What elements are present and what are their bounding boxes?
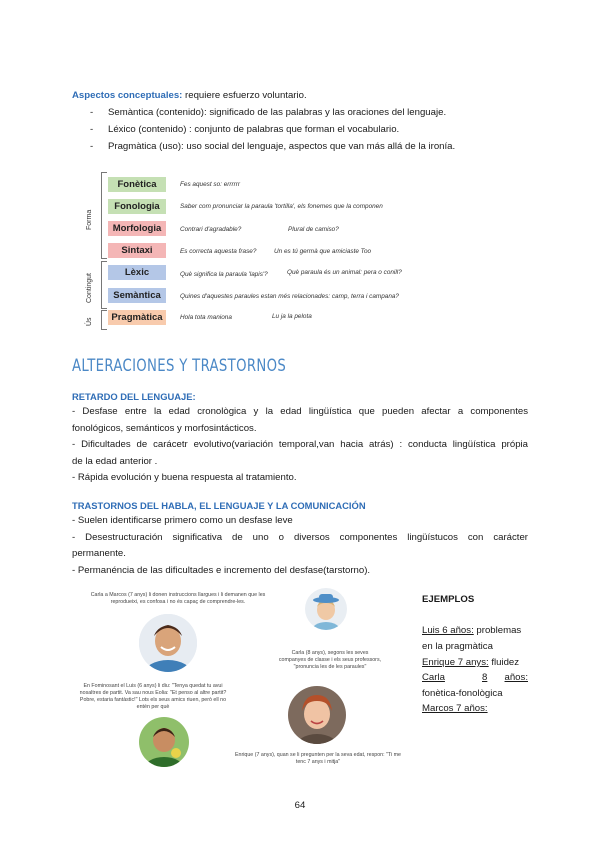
example-semantica: Quines d'aquestes paraules estan més relacionades: camp, terra i campana?	[180, 293, 399, 300]
bracket-contingut	[101, 261, 107, 309]
example-pragmatica-2: Lu ja la pelota	[272, 313, 312, 320]
bullet-lexico: - Léxico (contenido) : conjunto de palabras que forman el vocabulario.	[90, 124, 400, 135]
conceptual-title-rest: requiere esfuerzo voluntario.	[182, 90, 307, 101]
photo-girl	[305, 588, 347, 630]
tag-sintaxi: Sintaxi	[108, 243, 166, 258]
conceptual-intro	[72, 90, 307, 101]
photo-boy-1	[139, 614, 197, 672]
example-sintaxi-1: Es correcta aquesta frase?	[180, 248, 257, 255]
trastornos-title: TRASTORNOS DEL HABLA, EL LENGUAJE Y LA COMUNICACIÓN	[72, 500, 366, 511]
group-label-forma: Forma	[86, 209, 93, 230]
photo-boy-2	[139, 717, 189, 767]
tag-semantica: Semàntica	[108, 288, 166, 303]
caption-marcos: En Fominosant el Luis (6 anys) li diu: "Tenya quedat tu avui nosaltres de partit. Va sau nous Eolia: "Et penso al altre partit? Pobre, estaria fantàstic!" Lots els seus amics riuen, però ell no entén per què	[79, 683, 227, 710]
trastornos-body: - Suelen identificarse primero como un desfase leve - Desestructuración significativa de uno o diversos componentes lingüístucos con carácter permanente. - Permanéncia de las dificultades e incremento del desfase(tarstorno).	[72, 515, 528, 576]
bullet-pragmatica: - Pragmàtica (uso): uso social del lenguaje, aspectos que van más allá de la ironía.	[90, 141, 456, 152]
example-fonetica: Fes aquest so: errrrrr	[180, 181, 241, 188]
tag-morfologia: Morfologia	[108, 221, 166, 236]
bracket-us	[101, 310, 107, 330]
caption-carla: Carla (8 anys), segons les seves companyes de classe i els seus professors, "pronuncia les de les paraules"	[278, 650, 382, 670]
section-heading: ALTERACIONES Y TRASTORNOS	[72, 356, 287, 376]
example-pragmatica-1: Hola tota maniona	[180, 314, 232, 321]
example-morfologia-2: Plural de camiso?	[288, 226, 339, 233]
conceptual-title: Aspectos conceptuales:	[72, 90, 183, 101]
caption-luis: Carla a Marcos (7 anys) li donen instruccions llargues i li demanen que les reprodueixi, es confosa i no és capaç de comprendre-les.	[90, 592, 266, 605]
retardo-body: - Desfase entre la edad cronològica y la edad lingüística que pueden afectar a componentes fonológicos, semánticos y morfosintácticos. - Dificultades de carácetr evolutivo(variación temporal,van hacia atrás) : conducta lingüística própia de la edad anterior . - Rápida evolución y buena respuesta al tratamiento.	[72, 406, 528, 484]
ejemplo-carla: Carla 8 años:	[422, 672, 528, 683]
ejemplo-marcos: Marcos 7 años:	[422, 703, 488, 714]
ejemplo-luis-detail: en la pragmàtica	[422, 641, 493, 652]
example-morfologia-1: Contrari d'agradable?	[180, 226, 242, 233]
tag-fonologia: Fonologia	[108, 199, 166, 214]
tag-pragmatica: Pragmàtica	[108, 310, 166, 325]
retardo-title: RETARDO DEL LENGUAJE:	[72, 391, 196, 402]
caption-enrique: Enrique (7 anys), quan se li pregunten per la seva edat, respon: "Ti me tenc 7 anys i mitja"	[235, 752, 401, 765]
example-lexic-1: Què significa la paraula 'lapis'?	[180, 271, 268, 278]
bullet-semantica: - Semàntica (contenido): significado de las palabras y las oraciones del lenguaje.	[90, 107, 447, 118]
group-label-contingut: Contingut	[86, 273, 93, 303]
ejemplo-enrique: Enrique 7 anys: fluidez	[422, 657, 520, 668]
tag-fonetica: Fonètica	[108, 177, 166, 192]
ejemplo-luis: Luis 6 años: problemas	[422, 625, 522, 636]
example-fonologia: Saber com pronunciar la paraula 'tortilla', els fonemes que la componen	[180, 203, 383, 210]
photo-red-haired-child	[288, 686, 346, 744]
group-label-us: Ús	[86, 317, 93, 326]
example-sintaxi-2: Un es tú germà que amiciaste Too	[274, 248, 372, 255]
ejemplo-carla-detail: fonètica-fonològica	[422, 688, 503, 699]
example-lexic-2: Què paraula és un animal: pera o conill?	[287, 269, 402, 276]
ejemplos-title: EJEMPLOS	[422, 594, 475, 605]
tag-lexic: Lèxic	[108, 265, 166, 280]
bracket-forma	[101, 172, 107, 259]
page-number: 64	[294, 800, 306, 811]
